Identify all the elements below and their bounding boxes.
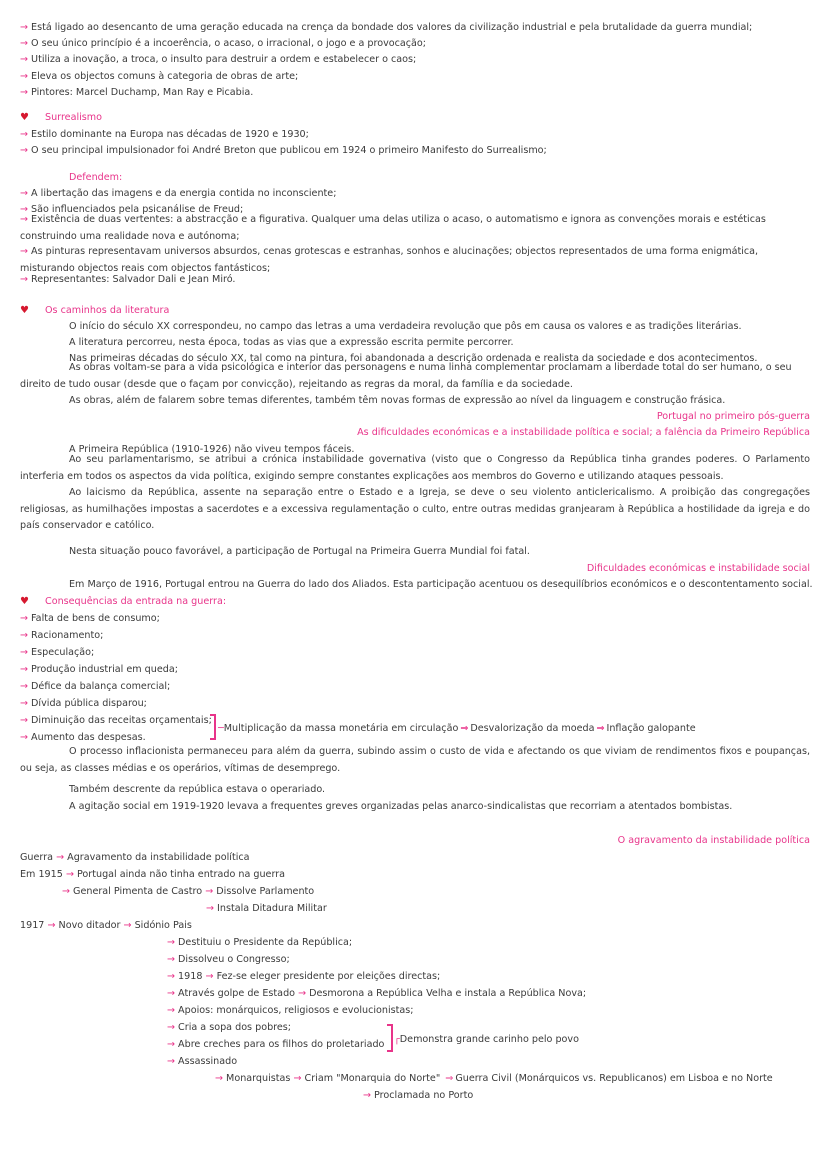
timeline-row: → General Pimenta de Castro → Dissolve Parlamento bbox=[62, 886, 315, 897]
arrow-icon: → bbox=[20, 87, 29, 98]
list-item: → Assassinado bbox=[167, 1056, 238, 1067]
arrow-icon: → bbox=[20, 698, 29, 709]
list-item: → Destituiu o Presidente da República; bbox=[167, 937, 353, 948]
arrow-icon: → bbox=[56, 852, 65, 863]
arrow-icon: → bbox=[205, 971, 214, 982]
arrow-icon: → bbox=[20, 214, 29, 225]
paragraph: As obras, além de falarem sobre temas diferentes, também têm novas formas de expressão ao nível da linguagem e construção frásica. bbox=[69, 395, 726, 406]
paragraph: Ao laicismo da República, assente na separação entre o Estado e a Igreja, se deve o seu violento anticlericalismo. A proibição das congregações religiosas, as humilhações impostas a sacerdotes e a excessiva regulamentação o culto, entre outras medidas granjearam à República a hostilidade da igreja e do país conservador e católico. bbox=[20, 487, 810, 531]
section-title: Dificuldades económicas e instabilidade social bbox=[586, 563, 810, 574]
list-item: → O seu único princípio é a incoerência, o acaso, o irracional, o jogo e a provocação; bbox=[20, 38, 427, 49]
list-item: → Abre creches para os filhos do proletariado bbox=[167, 1039, 385, 1050]
arrow-icon: → bbox=[20, 630, 29, 641]
timeline-row: → Monarquistas → Criam "Monarquia do Norte" ⇒ Guerra Civil (Monárquicos vs. Republicanos) em Lisboa e no Norte bbox=[215, 1073, 773, 1084]
paragraph: O processo inflacionista permaneceu para além da guerra, subindo assim o custo de vida e afectando os que viviam de rendimentos fixos e poupanças, ou seja, as classes médias e os operários, vítimas de desemprego. bbox=[20, 746, 810, 774]
arrow-icon: → bbox=[20, 129, 29, 140]
paragraph: Nesta situação pouco favorável, a participação de Portugal na Primeira Guerra Mundial foi fatal. bbox=[69, 546, 530, 557]
list-item: → Défice da balança comercial; bbox=[20, 681, 171, 692]
heart-icon: ♥ bbox=[20, 112, 29, 123]
heart-icon: ♥ bbox=[20, 596, 29, 607]
paragraph: A agitação social em 1919-1920 levava a frequentes greves organizadas pelas anarco-sindicalistas que recorriam a atentados bombistas. bbox=[69, 801, 733, 812]
arrow-icon: → bbox=[167, 988, 176, 999]
paragraph: As obras voltam-se para a vida psicológica e interior das personagens e numa linha complementar proclamam a liberdade total do ser humano, o seu direito de tudo ousar (desde que o façam por convicção), rejeitando as regras da moral, da família e da sociedade. bbox=[20, 362, 792, 390]
list-item: → Diminuição das receitas orçamentais; bbox=[20, 715, 212, 726]
list-item: → Dívida pública disparou; bbox=[20, 698, 147, 709]
section-heading: ♥ Surrealismo bbox=[20, 112, 103, 123]
paragraph: Ao seu parlamentarismo, se atribui a crónica instabilidade governativa (visto que o Congresso da República tinha grandes poderes. O Parlamento interferia em todos os aspectos da vida política, exigindo sempre constantes explicações aos membros do Governo e utilizando ataques pessoais. bbox=[20, 454, 810, 482]
double-arrow-icon: ⇒ bbox=[445, 1073, 454, 1084]
list-item: → Pintores: Marcel Duchamp, Man Ray e Picabia. bbox=[20, 87, 254, 98]
paragraph: O início do século XX correspondeu, no campo das letras a uma verdadeira revolução que pôs em causa os valores e as tradições literárias. bbox=[69, 321, 742, 332]
timeline-row: → Proclamada no Porto bbox=[363, 1090, 474, 1101]
list-item: → Representantes: Salvador Dali e Jean Miró. bbox=[20, 274, 236, 285]
section-heading: ♥ Os caminhos da literatura bbox=[20, 305, 170, 316]
timeline-row: 1917 → Novo ditador → Sidónio Pais bbox=[20, 920, 192, 931]
double-arrow-icon: ⇒ bbox=[596, 723, 605, 734]
arrow-icon: → bbox=[215, 1073, 224, 1084]
bracket-icon bbox=[210, 714, 216, 740]
list-item: → Apoios: monárquicos, religiosos e evolucionistas; bbox=[167, 1005, 414, 1016]
arrow-icon: → bbox=[20, 54, 29, 65]
list-item: → A libertação das imagens e da energia contida no inconsciente; bbox=[20, 188, 337, 199]
section-title: O agravamento da instabilidade política bbox=[617, 835, 810, 846]
arrow-icon: → bbox=[20, 145, 29, 156]
heart-icon: ♥ bbox=[20, 305, 29, 316]
list-item: → Existência de duas vertentes: a abstracção e a figurativa. Qualquer uma delas utiliza o acaso, o automatismo e ignora as convenções morais e estéticas construindo uma realidade nova e autónoma; bbox=[20, 214, 766, 242]
paragraph: Nas primeiras décadas do século XX, tal como na pintura, foi abandonada a descrição ordenada e realista da sociedade e dos acontecimentos. bbox=[69, 353, 758, 364]
arrow-icon: → bbox=[65, 869, 74, 880]
arrow-icon: → bbox=[20, 715, 29, 726]
paragraph: A Primeira República (1910-1926) não viveu tempos fáceis. bbox=[69, 444, 355, 455]
arrow-icon: → bbox=[20, 204, 29, 215]
arrow-icon: → bbox=[20, 732, 29, 743]
section-heading: ♥ Consequências da entrada na guerra: bbox=[20, 596, 227, 607]
arrow-icon: → bbox=[167, 937, 176, 948]
list-item: → Através golpe de Estado → Desmorona a República Velha e instala a República Nova; bbox=[167, 988, 587, 999]
list-item: → Produção industrial em queda; bbox=[20, 664, 178, 675]
timeline-row: Guerra → Agravamento da instabilidade política bbox=[20, 852, 250, 863]
arrow-icon: → bbox=[167, 1005, 176, 1016]
arrow-icon: → bbox=[20, 22, 29, 33]
list-item: → Está ligado ao desencanto de uma geração educada na crença da bondade dos valores da civilização industrial e pela brutalidade da guerra mundial; bbox=[20, 22, 753, 33]
paragraph: Também descrente da república estava o operariado. bbox=[69, 784, 326, 795]
section-title: Portugal no primeiro pós-guerra bbox=[656, 411, 810, 422]
arrow-icon: → bbox=[47, 920, 56, 931]
arrow-icon: → bbox=[205, 886, 214, 897]
arrow-icon: → bbox=[167, 1022, 176, 1033]
arrow-icon: → bbox=[20, 274, 29, 285]
list-item: → Cria a sopa dos pobres; bbox=[167, 1022, 292, 1033]
arrow-icon: → bbox=[20, 647, 29, 658]
arrow-icon: → bbox=[123, 920, 132, 931]
paragraph: Em Março de 1916, Portugal entrou na Guerra do lado dos Aliados. Esta participação acentuou os desequilíbrios económicos e o descontentamento social. bbox=[69, 579, 813, 590]
list-item: → Aumento das despesas. bbox=[20, 732, 146, 743]
arrow-icon: → bbox=[167, 954, 176, 965]
arrow-icon: → bbox=[167, 1039, 176, 1050]
bracket-icon bbox=[387, 1024, 393, 1052]
arrow-icon: → bbox=[206, 903, 215, 914]
arrow-icon: → bbox=[293, 1073, 302, 1084]
subheading-defendem: Defendem: bbox=[69, 172, 123, 183]
arrow-icon: → bbox=[20, 188, 29, 199]
arrow-icon: → bbox=[167, 971, 176, 982]
timeline-row: Em 1915 → Portugal ainda não tinha entrado na guerra bbox=[20, 869, 286, 880]
timeline-row: → Instala Ditadura Militar bbox=[206, 903, 327, 914]
list-item: → 1918 → Fez-se eleger presidente por eleições directas; bbox=[167, 971, 441, 982]
list-item: → São influenciados pela psicanálise de Freud; bbox=[20, 204, 244, 215]
bracket-note: ┌Demonstra grande carinho pelo povo bbox=[394, 1034, 579, 1045]
arrow-icon: → bbox=[20, 38, 29, 49]
arrow-icon: → bbox=[20, 71, 29, 82]
list-item: → As pinturas representavam universos absurdos, cenas grotescas e estranhas, sonhos e alucinações; objectos representados de uma forma enigmática, misturando objectos reais com objectos fantásticos; bbox=[20, 246, 759, 274]
arrow-icon: → bbox=[20, 664, 29, 675]
arrow-icon: → bbox=[20, 246, 29, 257]
arrow-icon: → bbox=[62, 886, 71, 897]
arrow-icon: → bbox=[20, 613, 29, 624]
list-item: → Estilo dominante na Europa nas décadas de 1920 e 1930; bbox=[20, 129, 309, 140]
list-item: → Falta de bens de consumo; bbox=[20, 613, 160, 624]
paragraph: A literatura percorreu, nesta época, todas as vias que a expressão escrita permite percorrer. bbox=[69, 337, 514, 348]
list-item: → Dissolveu o Congresso; bbox=[167, 954, 290, 965]
list-item: → O seu principal impulsionador foi André Breton que publicou em 1924 o primeiro Manifesto do Surrealismo; bbox=[20, 145, 547, 156]
section-subtitle: As dificuldades económicas e a instabilidade política e social; a falência da Primeiro República bbox=[357, 427, 810, 438]
list-item: → Especulação; bbox=[20, 647, 95, 658]
arrow-icon: → bbox=[363, 1090, 372, 1101]
arrow-icon: → bbox=[20, 681, 29, 692]
list-item: → Eleva os objectos comuns à categoria de obras de arte; bbox=[20, 71, 299, 82]
list-item: → Racionamento; bbox=[20, 630, 104, 641]
double-arrow-icon: ⇒ bbox=[460, 723, 469, 734]
arrow-icon: → bbox=[167, 1056, 176, 1067]
arrow-icon: → bbox=[298, 988, 307, 999]
list-item: → Utiliza a inovação, a troca, o insulto para destruir a ordem e estabelecer o caos; bbox=[20, 54, 417, 65]
inflation-chain: ─Multiplicação da massa monetária em circulação ⇒ Desvalorização da moeda ⇒ Inflação galopante bbox=[218, 723, 696, 734]
